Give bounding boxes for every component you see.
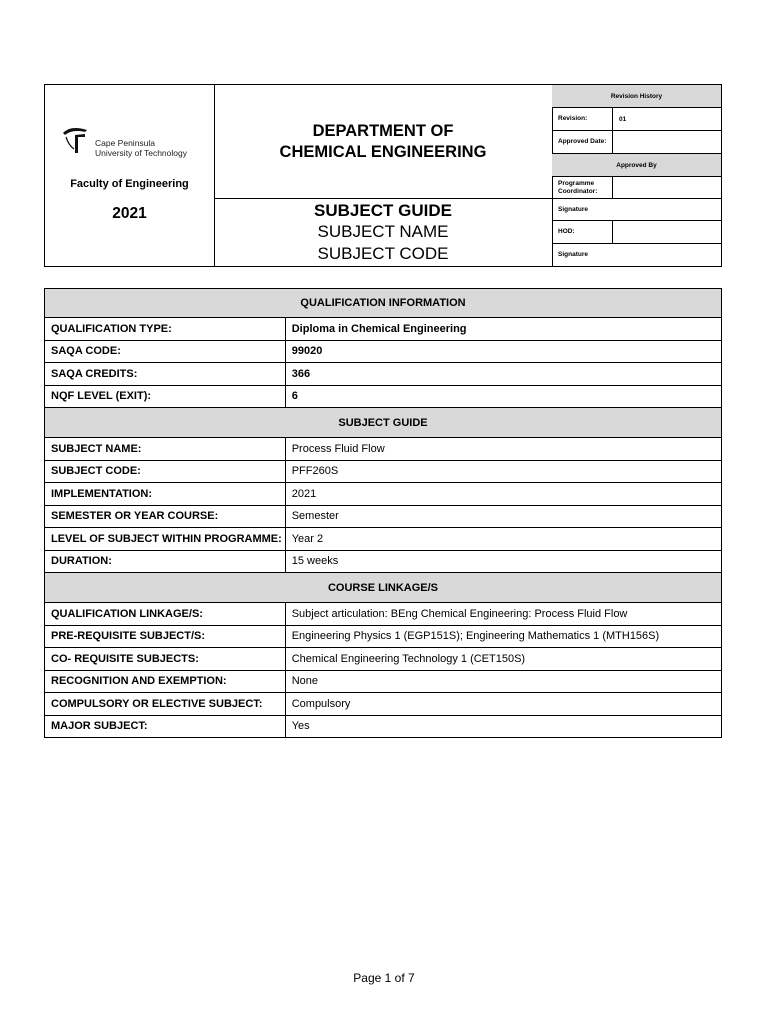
table-row xyxy=(45,340,722,363)
row-value: Subject articulation: BEng Chemical Engineering: Process Fluid Flow xyxy=(285,603,721,626)
row-value: 15 weeks xyxy=(285,550,721,573)
row-value: Semester xyxy=(285,505,721,528)
row-label: QUALIFICATION LINKAGE/S: xyxy=(45,603,286,626)
logo-line-1: Cape Peninsula xyxy=(95,138,156,148)
row-value: Engineering Physics 1 (EGP151S); Engineering Mathematics 1 (MTH156S) xyxy=(285,625,721,648)
table-row xyxy=(45,670,722,693)
subject-name-title: SUBJECT NAME xyxy=(317,222,449,241)
header-left-panel xyxy=(45,85,215,266)
programme-coordinator-label: Programme Coordinator: xyxy=(552,177,613,198)
programme-coordinator-value xyxy=(613,177,721,198)
revision-row xyxy=(552,108,721,131)
row-value: None xyxy=(285,670,721,693)
hod-value xyxy=(613,221,721,243)
department-line-1: DEPARTMENT OF xyxy=(312,121,454,140)
row-label: SAQA CODE: xyxy=(45,340,286,363)
approved-date-value xyxy=(613,131,721,153)
row-label: NQF LEVEL (EXIT): xyxy=(45,385,286,408)
table-row xyxy=(45,550,722,573)
row-value: Compulsory xyxy=(285,693,721,716)
section-heading: QUALIFICATION INFORMATION xyxy=(45,289,722,318)
signature-row-1 xyxy=(552,199,721,221)
department-line-2: CHEMICAL ENGINEERING xyxy=(279,142,487,161)
revision-history-table xyxy=(552,85,721,266)
table-row xyxy=(45,528,722,551)
hod-label: HOD: xyxy=(552,221,613,243)
row-label: SAQA CREDITS: xyxy=(45,363,286,386)
revision-value: 01 xyxy=(619,115,627,123)
table-row xyxy=(45,385,722,408)
department-title xyxy=(214,85,552,199)
row-label: QUALIFICATION TYPE: xyxy=(45,318,286,341)
row-value: 2021 xyxy=(285,483,721,506)
row-label: IMPLEMENTATION: xyxy=(45,483,286,506)
table-row xyxy=(45,505,722,528)
row-label: RECOGNITION AND EXEMPTION: xyxy=(45,670,286,693)
row-label: SUBJECT CODE: xyxy=(45,460,286,483)
row-value: Year 2 xyxy=(285,528,721,551)
row-label: CO- REQUISITE SUBJECTS: xyxy=(45,648,286,671)
row-label: MAJOR SUBJECT: xyxy=(45,715,286,738)
table-row xyxy=(45,715,722,738)
row-label: SEMESTER OR YEAR COURSE: xyxy=(45,505,286,528)
row-label: COMPULSORY OR ELECTIVE SUBJECT: xyxy=(45,693,286,716)
row-value: Process Fluid Flow xyxy=(285,438,721,461)
approved-date-label: Approved Date: xyxy=(552,131,613,153)
logo-line-2: University of Technology xyxy=(95,148,187,158)
row-value: Yes xyxy=(285,715,721,738)
header-title-panel xyxy=(214,85,553,266)
university-logo xyxy=(61,123,211,165)
section-subject-guide xyxy=(45,408,722,438)
revision-history-heading: Revision History xyxy=(552,85,721,108)
guide-year: 2021 xyxy=(112,205,147,222)
table-row xyxy=(45,483,722,506)
row-value: 6 xyxy=(285,385,721,408)
row-value: Diploma in Chemical Engineering xyxy=(285,318,721,341)
approved-by-heading: Approved By xyxy=(552,154,721,177)
qualification-table xyxy=(44,288,722,738)
row-value: Chemical Engineering Technology 1 (CET150S) xyxy=(285,648,721,671)
page-number: Page 1 of 7 xyxy=(353,971,415,985)
signature-label-2: Signature xyxy=(558,251,588,258)
programme-coordinator-row xyxy=(552,177,721,199)
subject-guide-title: SUBJECT GUIDE xyxy=(314,201,452,220)
hod-row xyxy=(552,221,721,244)
table-row xyxy=(45,363,722,386)
table-row xyxy=(45,603,722,626)
row-value: 366 xyxy=(285,363,721,386)
table-row xyxy=(45,648,722,671)
faculty-name: Faculty of Engineering xyxy=(70,178,189,190)
table-row xyxy=(45,460,722,483)
row-label: DURATION: xyxy=(45,550,286,573)
section-qualification-info xyxy=(45,289,722,318)
signature-label-1: Signature xyxy=(558,205,588,213)
subject-code-title: SUBJECT CODE xyxy=(317,244,449,263)
row-label: LEVEL OF SUBJECT WITHIN PROGRAMME: xyxy=(45,528,286,551)
table-row xyxy=(45,438,722,461)
table-row xyxy=(45,318,722,341)
row-label: SUBJECT NAME: xyxy=(45,438,286,461)
document-header xyxy=(44,84,722,267)
section-course-linkages xyxy=(45,573,722,603)
cput-logo-icon xyxy=(61,123,93,157)
table-row xyxy=(45,693,722,716)
row-value: PFF260S xyxy=(285,460,721,483)
approved-date-row xyxy=(552,131,721,154)
table-row xyxy=(45,625,722,648)
row-label: PRE-REQUISITE SUBJECT/S: xyxy=(45,625,286,648)
subject-title-block xyxy=(214,199,552,266)
signature-row-2 xyxy=(552,244,721,266)
logo-text xyxy=(95,138,187,158)
section-heading: COURSE LINKAGE/S xyxy=(45,573,722,603)
section-heading: SUBJECT GUIDE xyxy=(45,408,722,438)
revision-label: Revision: xyxy=(552,108,613,130)
row-value: 99020 xyxy=(285,340,721,363)
